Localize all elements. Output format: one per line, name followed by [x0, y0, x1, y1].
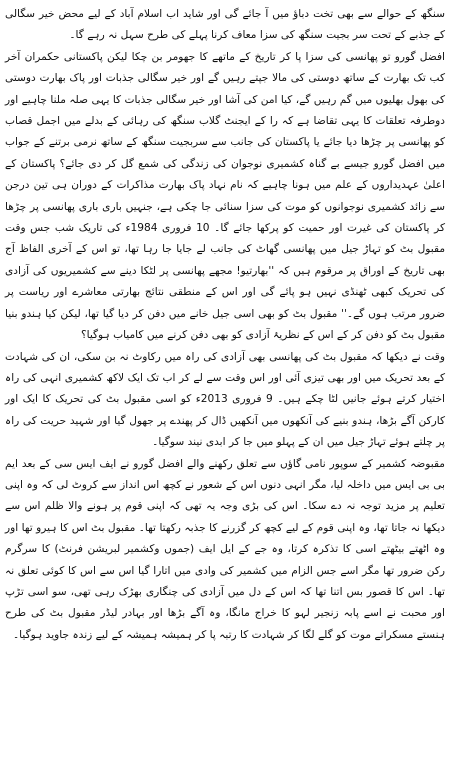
paragraph-1: سنگھ کے حوالے سے بھی تخت دباؤ میں آ جائے گی اور شاید اب اسلام آباد کے لیے محض خیر سگالی کے جذبے کے تحت سر بجیت سنگھ کی سزا معاف کرنا پہلے کی طرح سہل نہ رہے گا۔	[5, 8, 445, 42]
paragraph-4: مقبوضہ کشمیر کے سوپور نامی گاؤں سے تعلق رکھنے والے افضل گورو نے ایف ایس سی کے بعد ایم بی بی ایس میں داخلہ لیا، مگر انہی دنوں اس کے شعور نے کچھ اس انداز سے کروٹ لی کہ وہ اپنی تعلیم پر مزید توجہ نہ دے سکا۔ اس کی بڑی وجہ یہ تھی کہ اپنی قوم پر ہونے والا ظلم اس سے دیکھا نہ جاتا تھا، وہ اپنی قوم کے لیے کچھ کر گزرنے کا جذبہ رکھتا تھا۔ مقبول بٹ اس کا ہیرو تھا اور وہ اٹھتے بیٹھتے اسی کا تذکرہ کرتا، وہ جے کے ایل ایف (جموں وکشمیر لبریشن فرنٹ) کا سرگرم رکن ضرور تھا مگر اسے جس الزام میں کشمیر کی وادی میں اتارا گیا اس سے اس کا کوئی تعلق نہ تھا۔ اس کا قصور بس اتنا تھا کہ اس کے دل میں آزادی کی چنگاری بھڑک رہی تھی، سو اسی تڑپ اور محبت نے اسے پابہ زنجیر لہو کا خراج مانگا، وہ آگے بڑھا اور بہادر لیڈر مقبول بٹ کی طرح ہنستے مسکراتے موت کو گلے لگا کر شہادت کا رتبہ پا کر ہمیشہ ہمیشہ کے لیے زندہ جاوید ہوگیا۔	[5, 457, 445, 641]
paragraph-2: افضل گورو تو پھانسی کی سزا پا کر تاریخ کے ماتھے کا جھومر بن چکا لیکن پاکستانی حکمران آخر کب تک بھارت کے ساتھ دوستی کی مالا جپتے رہیں گے اور خیر سگالی جذبات اور پاک بھارت دوستی کی بھول بھلیوں میں گم رہیں گے، کیا امن کی آشا اور خیر سگالی جذبات کا یہی صلہ ملنا چاہیے اور دوطرفہ تعلقات کا یہی تقاضا ہے کہ را کے ایجنٹ گلاب سنگھ کی رہائی کے بدلے میں اجمل قصاب کو پھانسی پر چڑھا دیا جائے یا پاکستان کی جانب سے سربجیت سنگھ کے ساتھ نرمی برتنے کے جواب میں افضل گورو جیسے بے گناہ کشمیری نوجوان کی زندگی کی شمع گل کر دی جائے؟ پاکستان کے اعلیٰ عہدیداروں کے علم میں ہونا چاہیے کہ نام نہاد پاک بھارت مذاکرات کے دوران ہی تین درجن سے زائد کشمیری نوجوانوں کو موت کی سزا سنائی جا چکی ہے، جنہیں باری باری پھانسی پر چڑھا کر پاکستان کی غیرت اور حمیت کو پرکھا جائے گا۔ 10 فروری 1984ء کی تاریک شب جس وقت مقبول بٹ کو تہاڑ جیل میں پھانسی گھاٹ کی جانب لے جایا جا رہا تھا، تو اس کے آخری الفاظ آج بھی تاریخ کے اوراق پر مرقوم ہیں کہ ''بھارتیو! مجھے پھانسی پر لٹکا دینے سے کشمیریوں کی آزادی کی تحریک کبھی ٹھنڈی نہیں ہو پائے گی اور اس کے منطقی نتائج بھارتی معاشرے اور ریاست پر ضرور مرتب ہوں گے۔'' مقبول بٹ کو بھی اسی جیل خانے میں دفن کر دیا گیا تھا، لیکن کیا ہندو بنیا مقبول بٹ کو دفن کر کے اس کے نظریۂ آزادی کو بھی دفن کرنے میں کامیاب ہوگیا؟	[5, 50, 445, 342]
paragraph-3: وقت نے دیکھا کہ مقبول بٹ کی پھانسی بھی آزادی کی راہ میں رکاوٹ نہ بن سکی، ان کی شہادت کے بعد تحریک میں اور بھی تیزی آئی اور اس وقت سے لے کر اب تک ایک لاکھ کشمیری انہی کی راہ اختیار کرتے ہوئے جانیں لٹا چکے ہیں۔ 9 فروری 2013ء کو اسی مقبول بٹ کی تحریک کا ایک اور کارکن آگے بڑھا، ہندو بنیے کی آنکھوں میں آنکھیں ڈال کر پھندے پر جھول گیا اور شہید حریت کی راہ پر چلتے ہوئے تہاڑ جیل میں ان کے پہلو میں جا کر ابدی نیند سوگیا۔	[5, 350, 445, 449]
